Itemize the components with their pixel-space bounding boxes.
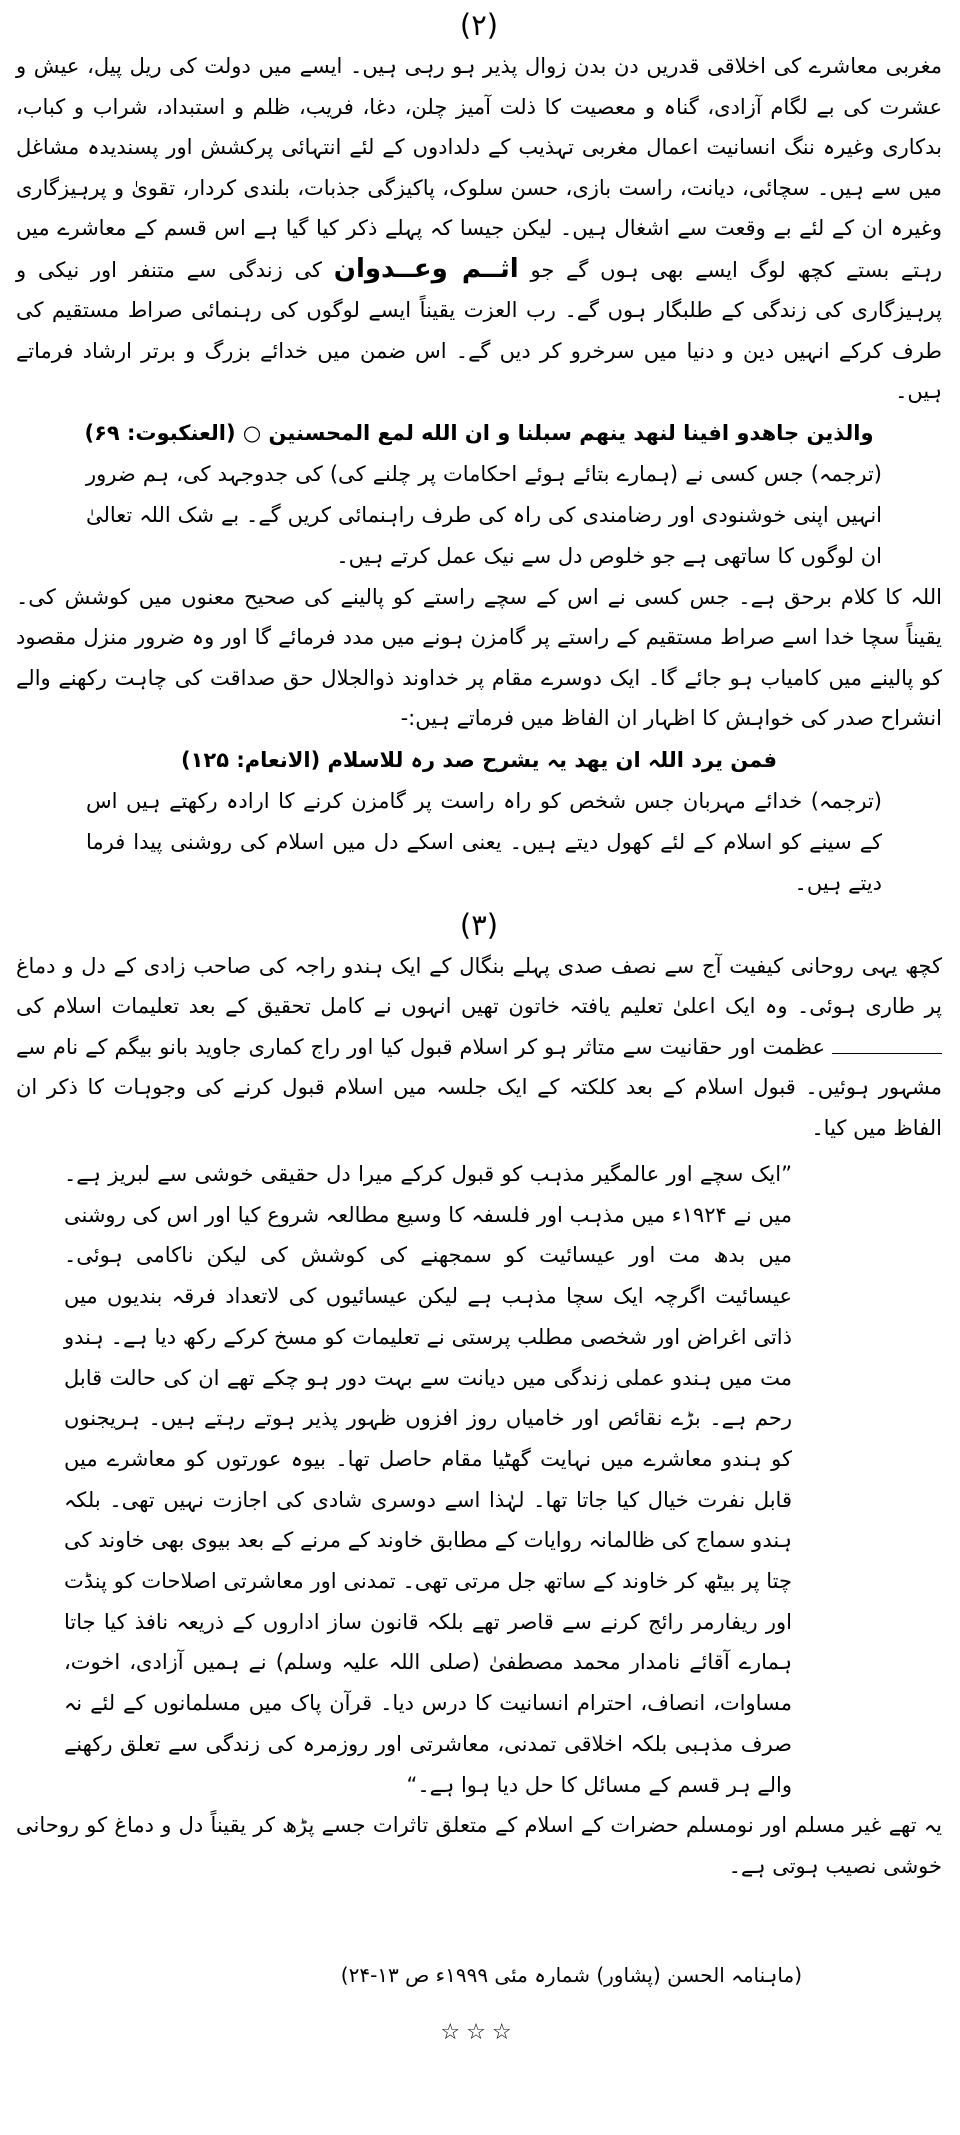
quran-verse-ankabut: والذين جاهدو افينا لنهد ينهم سبلنا و ان الله لمع المحسنين ○ (العنکبوت: ۶۹) bbox=[84, 420, 874, 445]
emphasis-ism-udwan: اثــم وعــدوان bbox=[333, 253, 519, 284]
paragraph-bengal-princess bbox=[16, 946, 942, 1149]
paragraph-bengal-princess-text-a: کچھ یہی روحانی کیفیت آج سے نصف صدی پہلے بنگال کے ایک ہندو راجہ کی صاحب زادی کے دل و دماغ پر طاری ہوئی۔ وہ ایک اعلیٰ تعلیم یافتہ خاتون تھیں انہوں نے کامل تحقیق کے بعد تعلیمات اسلام کی bbox=[16, 953, 942, 1018]
paragraph-western-society-text-b: کی زندگی سے متنفر اور نیکی و پرہیزگاری کی زندگی کے طلبگار ہوں گے۔ رب العزت یقیناً ایسے لوگوں کی رہنمائی صراط مستقیم کی طرف کرکے انہیں دین و دنیا میں سرخرو کر دیں گے۔ اس ضمن میں خدائے بزرگ و برتر ارشاد فرماتے ہیں۔ bbox=[16, 257, 942, 403]
paragraph-western-society-text-a: مغربی معاشرے کی اخلاقی قدریں دن بدن زوال پذیر ہو رہی ہیں۔ ایسے میں دولت کی ریل پیل، عیش و عشرت کی بے لگام آزادی، گناہ و معصیت کا ذلت آمیز چلن، دغا، فریب، ظلم و استبداد، شراب و کباب، بدکاری وغیرہ ننگ انسانیت اعمال مغربی تہذیب کے دلدادوں کے لئے انتہائی پرکشش اور پسندیدہ مشاغل میں سے ہیں۔ سچائی، دیانت، راست بازی، حسن سلوک، پاکیزگی جذبات، بلندی کردار، تقویٰ و پرہیزگاری وغیرہ ان کے لئے بے وقعت سے اشغال ہیں۔ لیکن جیسا کہ پہلے ذکر کیا گیا ہے اس قسم کے معاشرے میں رہتے بستے کچھ لوگ ایسے بھی ہوں گے جو bbox=[16, 54, 943, 282]
paragraph-bengal-princess-text-b: عظمت اور حقانیت سے متاثر ہو کر اسلام قبول کیا اور راج کماری جاوید بانو بیگم کے نام سے مشہور ہوئیں۔ قبول اسلام کے بعد کلکتہ کے ایک جلسہ میں اسلام قبول کرنے کی وجوہات کا ذکر ان الفاظ میں کیا۔ bbox=[16, 1034, 942, 1140]
paragraph-word-of-allah: اللہ کا کلام برحق ہے۔ جس کسی نے اس کے سچے راستے کو پالینے کی صحیح معنوں میں کوشش کی۔ یقیناً سچا خدا اسے صراط مستقیم کے راستے پر گامزن ہونے میں مدد فرمائے گا اور وہ ضرور منزل مقصود کو پالینے میں کامیاب ہو جائے گا۔ ایک دوسرے مقام پر خداوند ذوالجلال حق صداقت کی چاہت رکھنے والے انشراح صدر کی خواہش کا اظہار ان الفاظ میں فرماتے ہیں:- bbox=[16, 584, 942, 730]
translation-anaam: (ترجمہ) خدائے مہربان جس شخص کو راہ راست پر گامزن کرنے کا ارادہ رکھتے ہیں اس کے سینے کو اسلام کے لئے کھول دیتے ہیں۔ یعنی اسکے دل میں اسلام کی روشنی پیدا فرما دیتے ہیں۔ bbox=[86, 788, 882, 895]
star-ornament: ☆☆☆ bbox=[440, 2020, 518, 2046]
paragraph-western-society bbox=[16, 46, 942, 412]
block-quote-speech: ”ایک سچے اور عالمگیر مذہب کو قبول کرکے میرا دل حقیقی خوشی سے لبریز ہے۔ میں نے ۱۹۲۴ء میں مذہب اور فلسفہ کا وسیع مطالعہ شروع کیا اور اس کی روشنی میں بدھ مت اور عیسائیت کو سمجھنے کی کوشش کی لیکن ناکامی ہوئی۔ عیسائیت اگرچہ ایک سچا مذہب ہے لیکن عیسائیوں کی لاتعداد فرقہ بندیوں میں ذاتی اغراض اور شخصی مطلب پرستی نے تعلیمات کو مسخ کرکے رکھ دیا ہے۔ ہندو مت میں ہندو عملی زندگی میں دیانت سے بہت دور ہو چکے تھے ان کی حالت قابل رحم ہے۔ بڑے نقائص اور خامیاں روز افزوں ظہور پذیر ہوتے رہتے ہیں۔ ہریجنوں کو ہندو معاشرے میں نہایت گھٹیا مقام حاصل تھا۔ بیوہ عورتوں کو معاشرے میں قابل نفرت خیال کیا جاتا تھا۔ لہٰذا اسے دوسری شادی کی اجازت نہیں تھی۔ بلکہ ہندو سماج کی ظالمانہ روایات کے مطابق خاوند کے مرنے کے بعد بیوی بھی خاوند کی چتا پر بیٹھ کر خاوند کے ساتھ جل مرتی تھی۔ تمدنی اور معاشرتی اصلاحات کو پنڈت اور ریفارمر رائج کرنے سے قاصر تھے بلکہ قانون ساز اداروں کے ذریعہ نافذ کیا جاتا ہمارے آقائے نامدار محمد مصطفیٰ (صلی اللہ علیہ وسلم) نے ہمیں آزادی، اخوت، مساوات، انصاف، احترام انسانیت کا درس دیا۔ قرآن پاک میں مسلمانوں کے لئے نہ صرف مذہبی بلکہ اخلاقی تمدنی، معاشرتی اور روزمرہ کی زندگی سے تعلق رکھنے والے ہر قسم کے مسائل کا حل دیا ہوا ہے۔“ bbox=[64, 1162, 792, 1797]
translation-ankabut: (ترجمہ) جس کسی نے (ہمارے بتائے ہوئے احکامات پر چلنے کی) کی جدوجہد کی، ہم ضرور انہیں اپنی خوشنودی اور رضامندی کی راہ کی طرف راہنمائی کریں گے۔ بے شک اللہ تعالیٰ ان لوگوں کا ساتھی ہے جو خلوص دل سے نیک عمل کرتے ہیں۔ bbox=[86, 461, 882, 568]
quran-verse-anaam: فمن یرد اللہ ان یهد یہ یشرح صد رہ للاسلام (الانعام: ۱۲۵) bbox=[180, 747, 778, 772]
section-number-3: (۳) bbox=[459, 907, 499, 942]
section-number-2: (۲) bbox=[459, 8, 499, 42]
source-citation: (ماہنامہ الحسن (پشاور) شمارہ مئی ۱۹۹۹ء ص ۱۳-۲۴) bbox=[340, 1963, 802, 1988]
paragraph-closing: یہ تھے غیر مسلم اور نومسلم حضرات کے اسلام کے متعلق تاثرات جسے پڑھ کر یقیناً دل و دماغ کو روحانی خوشی نصیب ہوتی ہے۔ bbox=[16, 1813, 942, 1878]
blank-line bbox=[832, 1035, 942, 1054]
